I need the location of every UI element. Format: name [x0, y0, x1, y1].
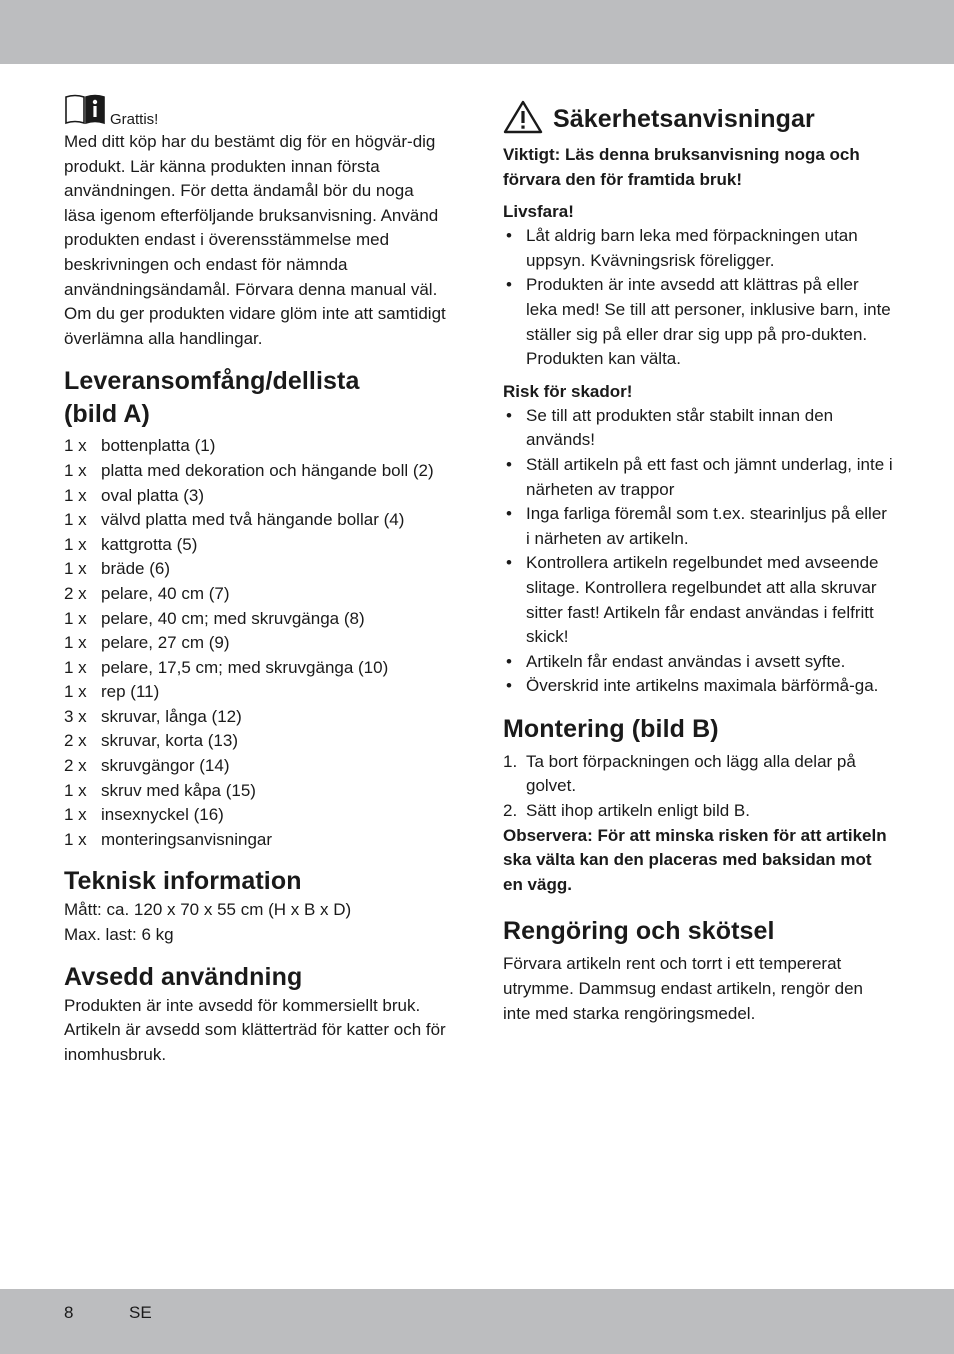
list-item: • Se till att produkten står stabilt innan den används!: [503, 404, 893, 453]
intended-use-text: Produkten är inte avsedd för kommersiellt bruk. Artikeln är avsedd som klätterträd för katter och för inomhusbruk.: [64, 995, 446, 1064]
mounting-heading: Montering (bild B): [503, 714, 719, 743]
page-number: 8: [64, 1303, 74, 1322]
list-item: 1 x bottenplatta (1): [64, 436, 216, 456]
list-item: 1 x bräde (6): [64, 559, 170, 579]
injury-heading: Risk för skador!: [503, 381, 633, 401]
parts-list: [64, 434, 448, 852]
list-item: 1 x platta med dekoration och hängande boll (2): [64, 460, 434, 480]
header-bar: [0, 0, 954, 64]
list-item: 2 x skruvar, korta (13): [64, 731, 238, 751]
list-item: 1. Ta bort förpackningen och lägg alla delar på golvet.: [503, 751, 856, 796]
right-column: [503, 100, 893, 1026]
delivery-heading: Leveransomfång/dellista (bild A): [64, 367, 360, 429]
list-item: 1 x pelare, 40 cm; med skruvgänga (8): [64, 608, 365, 628]
list-item: • Artikeln får endast användas i avsett syfte.: [503, 650, 893, 675]
tech-dimensions: Mått: ca. 120 x 70 x 55 cm (H x B x D): [64, 900, 352, 920]
list-item: 1 x oval platta (3): [64, 485, 204, 505]
list-item: 2. Sätt ihop artikeln enligt bild B.: [503, 801, 750, 821]
list-item: 1 x rep (11): [64, 682, 160, 702]
list-item: 1 x pelare, 27 cm (9): [64, 633, 230, 653]
list-item: 1 x skruv med kåpa (15): [64, 780, 256, 800]
safety-heading: Säkerhetsanvisningar: [553, 105, 815, 133]
mounting-note: Observera: För att minska risken för att artikeln ska välta kan den placeras med baksidan mot en vägg.: [503, 825, 887, 894]
language-code: SE: [129, 1303, 152, 1322]
list-item: • Kontrollera artikeln regelbundet med avseende slitage. Kontrollera regelbundet att alla skruvar sitter fast! Artikeln får endast användas i felfritt skick!: [503, 551, 893, 649]
important-note: Viktigt: Läs denna bruksanvisning noga och förvara den för framtida bruk!: [503, 145, 860, 189]
manual-info-icon: [64, 93, 106, 130]
danger-list: [503, 224, 893, 372]
care-heading: Rengöring och skötsel: [503, 917, 775, 946]
care-text: Förvara artikeln rent och torrt i ett tempererat utrymme. Dammsug endast artikeln, rengör den inte med starka rengöringsmedel.: [503, 954, 863, 1023]
list-item: 1 x insexnyckel (16): [64, 805, 224, 825]
intro-title: Grattis!: [110, 111, 159, 128]
list-item: • Inga farliga föremål som t.ex. stearinljus på eller i närheten av artikeln.: [503, 502, 893, 551]
list-item: 1 x kattgrotta (5): [64, 534, 198, 554]
list-item: • Ställ artikeln på ett fast och jämnt underlag, inte i närheten av trappor: [503, 453, 893, 502]
intended-use-heading: Avsedd användning: [64, 962, 303, 991]
list-item: • Produkten är inte avsedd att klättras på eller leka med! Se till att personer, inklusive barn, inte ställer sig på eller drar sig upp på pro-dukten. Produkten kan välta.: [503, 273, 893, 371]
list-item: • Låt aldrig barn leka med förpackningen utan uppsyn. Kvävningsrisk föreligger.: [503, 224, 893, 273]
list-item: 3 x skruvar, långa (12): [64, 706, 242, 726]
warning-triangle-icon: [503, 100, 543, 139]
list-item: 1 x monteringsanvisningar: [64, 829, 273, 849]
left-column: [64, 96, 448, 1067]
list-item: 2 x skruvgängor (14): [64, 756, 230, 776]
list-item: • Överskrid inte artikelns maximala bärförmå-ga.: [503, 674, 893, 699]
mounting-steps: [503, 750, 893, 824]
intro-header: [64, 96, 448, 130]
tech-max-load: Max. last: 6 kg: [64, 925, 174, 945]
intro-text: Med ditt köp har du bestämt dig för en högvär-dig produkt. Lär känna produkten innan första användningen. För detta ändamål bör du noga läsa igenom efterföljande bruksanvisning. Använd produkten endast i överensstämmelse med beskrivningen och endast för nämnda användningsändamål. Förvara denna manual väl. Om du ger produkten vidare glöm inte att samtidigt överlämna alla handlingar.: [64, 132, 446, 348]
injury-list: [503, 404, 893, 699]
list-item: 1 x välvd platta med två hängande bollar (4): [64, 510, 405, 530]
list-item: 2 x pelare, 40 cm (7): [64, 583, 230, 603]
safety-header: [503, 100, 893, 139]
list-item: 1 x pelare, 17,5 cm; med skruvgänga (10): [64, 657, 389, 677]
tech-heading: Teknisk information: [64, 867, 302, 896]
danger-heading: Livsfara!: [503, 202, 574, 222]
